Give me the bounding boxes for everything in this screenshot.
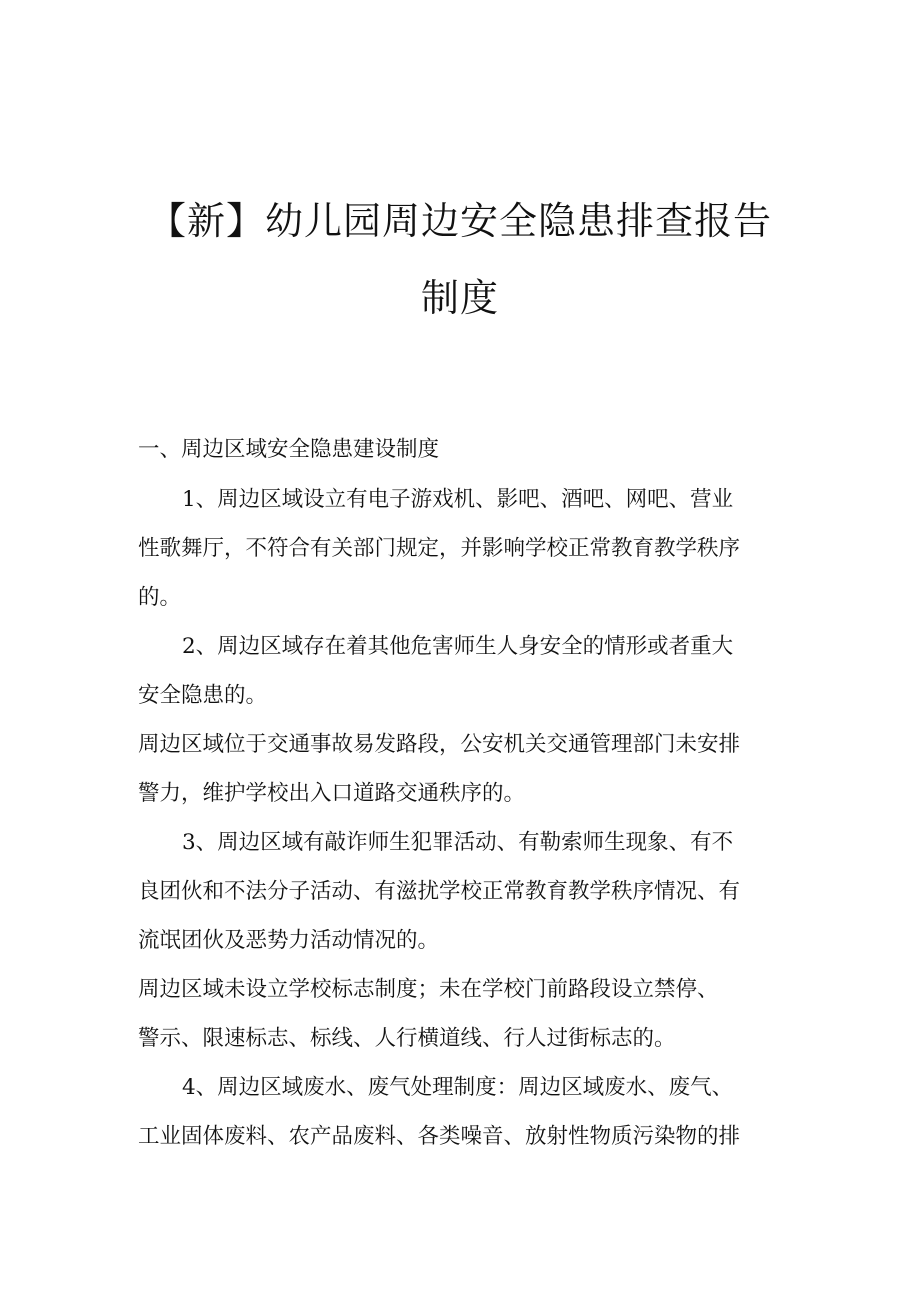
paragraph-line: 3、周边区域有敲诈师生犯罪活动、有勒索师生现象、有不 [182, 830, 734, 855]
document-title-line-2: 制度 [420, 276, 499, 320]
paragraph-line: 周边区域未设立学校标志制度；未在学校门前路段设立禁停、 [138, 977, 719, 1002]
paragraph-line: 流氓团伙及恶势力活动情况的。 [138, 928, 440, 953]
paragraph-line: 4、周边区域废水、废气处理制度：周边区域废水、废气、 [182, 1075, 734, 1100]
paragraph-line: 2、周边区域存在着其他危害师生人身安全的情形或者重大 [182, 634, 734, 659]
paragraph-line: 工业固体废料、农产品废料、各类噪音、放射性物质污染物的排 [138, 1124, 741, 1149]
section-heading: 一、周边区域安全隐患建设制度 [138, 437, 440, 462]
paragraph-line: 警力，维护学校出入口道路交通秩序的。 [138, 781, 526, 806]
paragraph-line: 1、周边区域设立有电子游戏机、影吧、酒吧、网吧、营业 [182, 487, 734, 512]
paragraph-line: 性歌舞厅，不符合有关部门规定，并影响学校正常教育教学秩序 [138, 536, 741, 561]
paragraph-line: 良团伙和不法分子活动、有滋扰学校正常教育教学秩序情况、有 [138, 879, 741, 904]
document-title-line-1: 【新】幼儿园周边安全隐患排查报告 [147, 199, 772, 243]
paragraph-line: 安全隐患的。 [138, 683, 268, 708]
paragraph-line: 警示、限速标志、标线、人行横道线、行人过街标志的。 [138, 1026, 676, 1051]
paragraph-line: 周边区域位于交通事故易发路段，公安机关交通管理部门未安排 [138, 732, 741, 757]
paragraph-line: 的。 [138, 585, 182, 610]
